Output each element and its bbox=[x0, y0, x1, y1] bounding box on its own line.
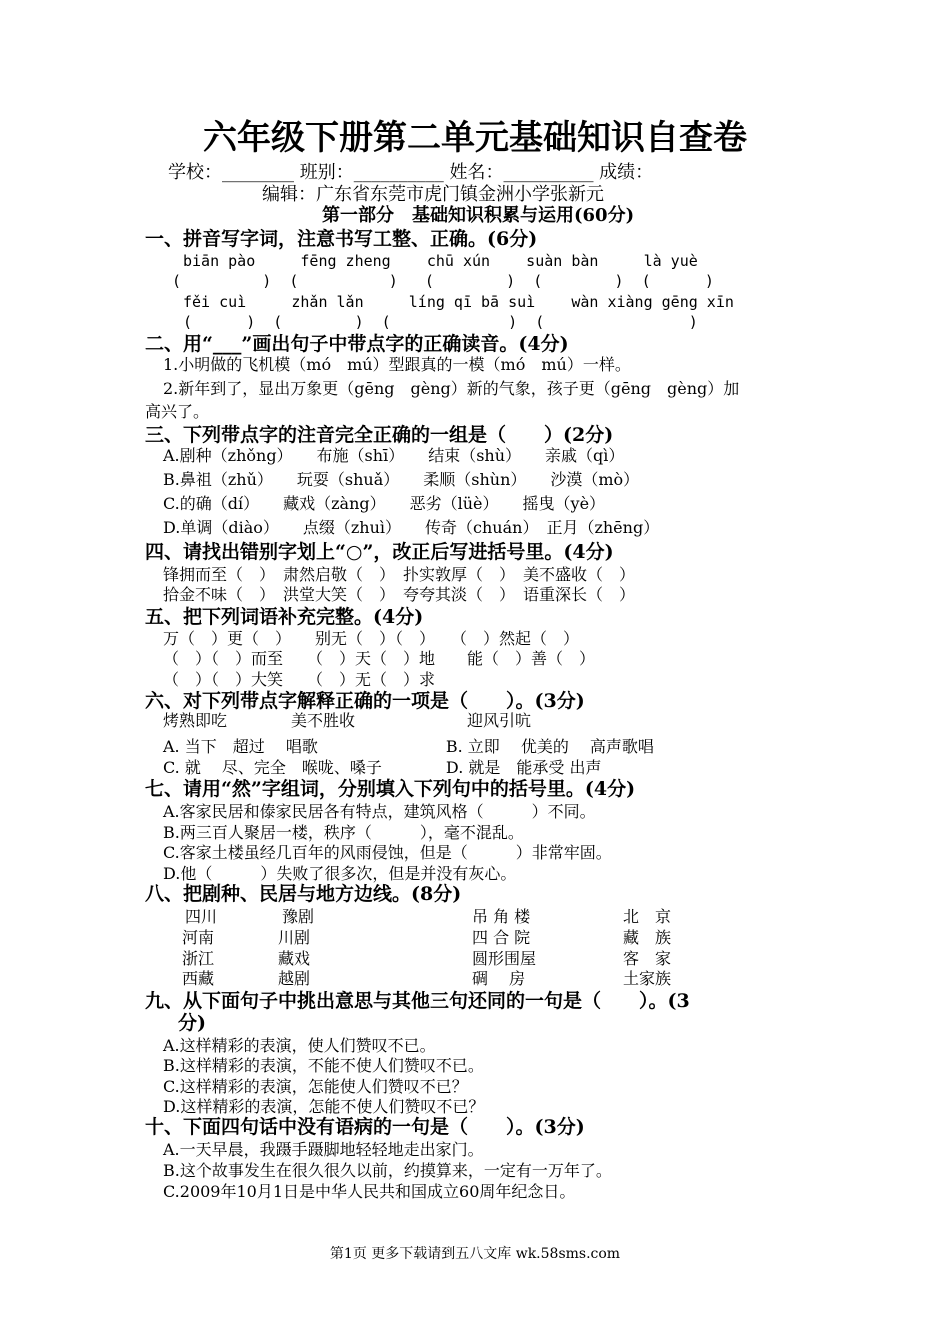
section-5-heading: 五、把下列词语补充完整。(4分) bbox=[145, 606, 424, 628]
pinyin-row-1: biān pào fēng zheng chū xún suàn bàn là yuè bbox=[183, 252, 698, 270]
choice-6-cd: C. 就 尽、完全 喉咙、嗓子 D. 就是 能承受 出声 bbox=[163, 758, 602, 777]
sentence-9-b: B.这样精彩的表演，不能不使人们赞叹不已。 bbox=[163, 1056, 484, 1075]
sentence-9-a: A.这样精彩的表演，使人们赞叹不已。 bbox=[163, 1036, 436, 1055]
section-9-heading: 九、从下面句子中挑出意思与其他三句还同的一句是（ ）。(3 bbox=[145, 990, 690, 1012]
typo-row-1: 锋拥而至（ ） 肃然启敬（ ） 扑实敦厚（ ） 美不盛收（ ） bbox=[163, 565, 636, 584]
house-item: 四 合 院 bbox=[472, 928, 531, 947]
choice-3-b: B.鼻祖（zhǔ） 玩耍（shuǎ） 柔顺（shùn） 沙漠（mò） bbox=[163, 470, 640, 489]
typo-row-2: 拾金不味（ ） 洪堂大笑（ ） 夸夸其淡（ ） 语重深长（ ） bbox=[163, 585, 636, 604]
idiom-row-1: 万（ ）更（ ） 别无（ ）（ ） （ ）然起（ ） bbox=[163, 629, 580, 648]
section-9-heading-continued: 分) bbox=[178, 1012, 206, 1034]
people-item: 客 家 bbox=[623, 949, 672, 968]
question-2-2-continued: 高兴了。 bbox=[145, 402, 210, 421]
choice-6-ab: A. 当下 超过 唱歌 B. 立即 优美的 高声歌唱 bbox=[163, 737, 654, 756]
people-item: 藏 族 bbox=[623, 928, 672, 947]
place-item: 河南 bbox=[182, 928, 215, 947]
section-8-heading: 八、把剧种、民居与地方边线。(8分) bbox=[145, 883, 462, 905]
people-item: 北 京 bbox=[623, 907, 672, 926]
sentence-10-b: B.这个故事发生在很久很久以前，约摸算来，一定有一万年了。 bbox=[163, 1161, 612, 1180]
question-2-2: 2.新年到了，显出万象更（gēng gèng）新的气象，孩子更（gēng gèng）加 bbox=[163, 379, 740, 398]
people-item: 土家族 bbox=[623, 969, 672, 988]
section-7-heading: 七、请用“然”字组词，分别填入下列句中的括号里。(4分) bbox=[145, 778, 636, 800]
opera-item: 豫剧 bbox=[282, 907, 315, 926]
editor-line: 编辑：广东省东莞市虎门镇金洲小学张新元 bbox=[262, 184, 604, 205]
section-6-heading: 六、对下列带点字解释正确的一项是（ ）。(3分) bbox=[145, 690, 585, 712]
idiom-row-2: （ ）（ ）而至 （ ）天（ ）地 能（ ）善（ ） bbox=[163, 649, 596, 668]
house-item: 吊 角 楼 bbox=[472, 907, 531, 926]
answer-blanks-row-1: ( ) ( ) ( ) ( ) ( ) bbox=[172, 272, 714, 290]
sentence-10-c: C.2009年10月1日是中华人民共和国成立60周年纪念日。 bbox=[163, 1182, 576, 1201]
opera-item: 藏戏 bbox=[278, 949, 311, 968]
part-one-heading: 第一部分 基础知识积累与运用(60分) bbox=[322, 205, 635, 226]
place-item: 浙江 bbox=[182, 949, 215, 968]
sentence-7-b: B.两三百人聚居一楼，秩序（ ），毫不混乱。 bbox=[163, 823, 524, 842]
choice-3-c: C.的确（dí） 藏戏（zàng） 恶劣（lüè） 摇曳（yè） bbox=[163, 494, 606, 513]
house-item: 碉 房 bbox=[472, 969, 526, 988]
sentence-7-c: C.客家土楼虽经几百年的风雨侵蚀，但是（ ）非常牢固。 bbox=[163, 843, 612, 862]
section-10-heading: 十、下面四句话中没有语病的一句是（ ）。(3分) bbox=[145, 1116, 585, 1138]
school-info-line: 学校：________ 班别：__________ 姓名：__________ 成绩： bbox=[168, 162, 654, 183]
section-3-heading: 三、下列带点字的注音完全正确的一组是（ ）(2分) bbox=[145, 424, 614, 446]
place-item: 四川 bbox=[185, 907, 218, 926]
choice-3-d: D.单调（diào） 点缀（zhuì） 传奇（chuán） 正月（zhēng） bbox=[163, 518, 660, 537]
section-1-heading: 一、拼音写字词，注意书写工整、正确。(6分) bbox=[145, 228, 538, 250]
opera-item: 川剧 bbox=[278, 928, 311, 947]
idiom-row-3: （ ）（ ）大笑 （ ）无（ ）求 bbox=[163, 670, 436, 689]
words-row: 烤熟即吃 美不胜收 迎风引吭 bbox=[163, 711, 532, 730]
opera-item: 越剧 bbox=[278, 969, 311, 988]
place-item: 西藏 bbox=[182, 969, 215, 988]
pinyin-row-2: fěi cuì zhǎn lǎn líng qī bā suì wàn xiàng gēng xīn bbox=[183, 293, 734, 311]
question-2-1: 1.小明做的飞机模（mó mú）型跟真的一模（mó mú）一样。 bbox=[163, 355, 631, 374]
sentence-9-d: D.这样精彩的表演，怎能不使人们赞叹不已？ bbox=[163, 1097, 485, 1116]
section-2-heading: 二、用“___”画出句子中带点字的正确读音。(4分) bbox=[145, 333, 569, 355]
sentence-7-d: D.他（ ）失败了很多次，但是并没有灰心。 bbox=[163, 864, 517, 883]
page-title: 六年级下册第二单元基础知识自查卷 bbox=[203, 118, 747, 158]
choice-3-a: A.剧种（zhǒng） 布施（shī） 结束（shù） 亲戚（qì） bbox=[163, 446, 625, 465]
page-footer: 第1页 更多下载请到五八文库 wk.58sms.com bbox=[329, 1246, 621, 1262]
house-item: 圆形围屋 bbox=[472, 949, 537, 968]
sentence-10-a: A.一天早晨，我蹑手蹑脚地轻轻地走出家门。 bbox=[163, 1140, 484, 1159]
sentence-9-c: C.这样精彩的表演，怎能使人们赞叹不已？ bbox=[163, 1077, 468, 1096]
section-4-heading: 四、请找出错别字划上“○”，改正后写进括号里。(4分) bbox=[145, 541, 614, 563]
answer-blanks-row-2: ( ) ( ) ( ) ( ) bbox=[183, 313, 698, 331]
sentence-7-a: A.客家民居和傣家民居各有特点，建筑风格（ ）不同。 bbox=[163, 802, 596, 821]
